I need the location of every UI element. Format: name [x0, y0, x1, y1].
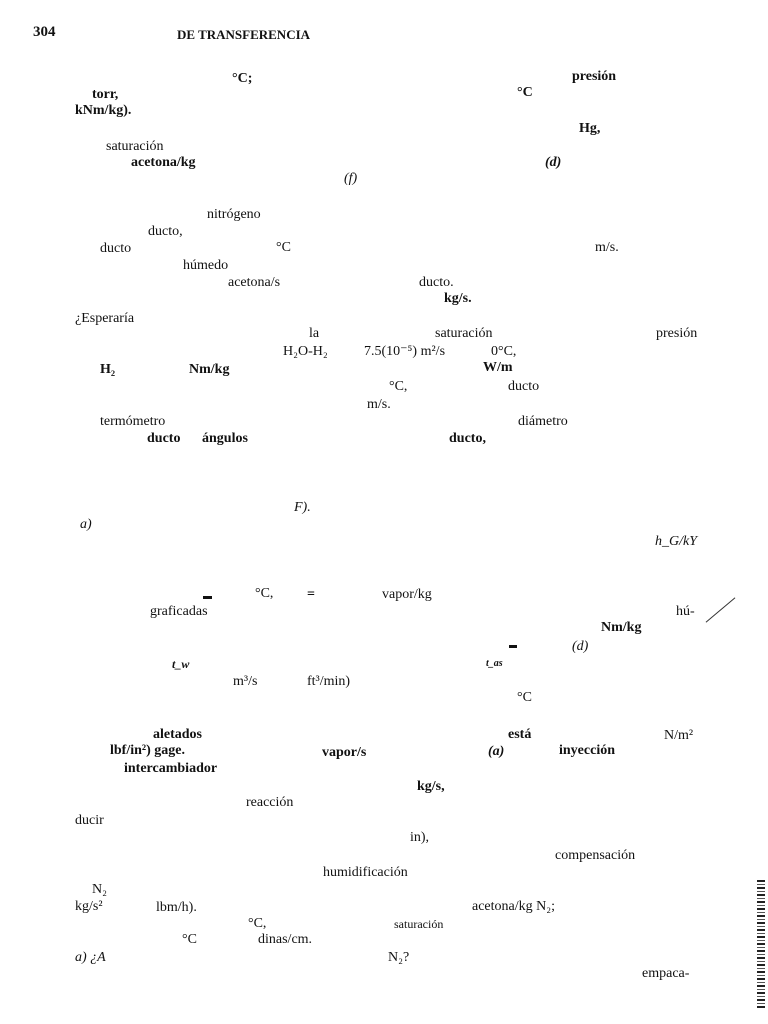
text-fragment: acetona/s [228, 275, 281, 290]
text-fragment: °C, [248, 916, 267, 931]
text-fragment: ducto [100, 241, 132, 256]
text-fragment: °C, [389, 379, 408, 394]
text-fragment: húmedo [183, 258, 229, 273]
text-fragment: diámetro [518, 414, 568, 429]
text-fragment: presión [656, 326, 698, 341]
text-fragment: ¿Esperaría [75, 311, 135, 326]
text-fragment: N/m² [664, 728, 694, 743]
page-number: 304 [33, 24, 56, 40]
text-fragment: saturación [435, 326, 493, 341]
text-fragment: °C [276, 240, 291, 255]
text-fragment: está [508, 727, 532, 742]
dash-mark [203, 596, 212, 599]
text-fragment: acetona/kg N₂; [472, 899, 556, 914]
text-fragment: m³/s [233, 674, 258, 689]
text-fragment: ducto, [449, 431, 486, 446]
pen-mark [706, 597, 736, 622]
text-fragment: = [307, 587, 315, 602]
text-fragment: W/m [483, 360, 513, 375]
text-fragment: ducto [508, 379, 540, 394]
running-title: DE TRANSFERENCIA [177, 27, 311, 42]
text-fragment: ducir [75, 813, 104, 828]
text-fragment: h_G/kY [655, 534, 697, 549]
text-fragment: N₂ [92, 882, 107, 897]
text-fragment: ducto. [419, 275, 454, 290]
text-fragment: (f) [344, 171, 358, 186]
text-fragment: compensación [555, 848, 636, 863]
text-fragment: reacción [246, 795, 294, 810]
text-fragment: torr, [92, 87, 119, 102]
text-fragment: saturación [394, 917, 444, 931]
text-fragment: vapor/kg [382, 587, 432, 602]
text-fragment: Nm/kg [601, 620, 642, 635]
text-fragment: a) ¿A [75, 950, 106, 965]
text-fragment: m/s. [595, 240, 619, 255]
text-fragment: empaca- [642, 966, 690, 981]
text-fragment: dinas/cm. [258, 932, 313, 947]
text-fragment: in), [410, 830, 430, 845]
scan-edge-artifact [757, 880, 765, 1010]
text-fragment: kg/s² [75, 899, 103, 914]
text-fragment: saturación [106, 139, 164, 154]
text-fragment: t_w [172, 657, 190, 671]
text-fragment: la [309, 326, 320, 341]
text-fragment: graficadas [150, 604, 208, 619]
text-fragment: intercambiador [124, 761, 218, 776]
text-fragment: ducto, [148, 224, 183, 239]
text-fragment: hú- [676, 604, 695, 619]
text-fragment: ángulos [202, 431, 248, 446]
text-fragment: 7.5(10⁻⁵) m²/s [364, 344, 446, 359]
text-fragment: °C [182, 932, 197, 947]
text-fragment: °C [517, 690, 532, 705]
text-fragment: °C, [255, 586, 274, 601]
text-fragment: ft³/min) [307, 674, 351, 689]
text-fragment: aletados [153, 727, 202, 742]
text-fragment: lbf/in²) gage. [110, 743, 185, 758]
text-fragment: H₂ [100, 362, 116, 377]
text-fragment: m/s. [367, 397, 391, 412]
text-fragment: acetona/kg [131, 155, 196, 170]
text-fragment: °C; [232, 71, 253, 86]
text-fragment: °C [517, 85, 533, 100]
text-fragment: presión [572, 69, 617, 84]
text-fragment: ducto [147, 431, 181, 446]
text-fragment: t_as [486, 658, 503, 669]
text-fragment: Nm/kg [189, 362, 230, 377]
text-fragment: kNm/kg). [75, 103, 132, 118]
text-fragment: kg/s, [417, 779, 445, 794]
text-fragment: humidificación [323, 865, 408, 880]
text-fragment: 0°C, [491, 344, 517, 359]
text-fragment: inyección [559, 743, 615, 758]
text-fragment: F). [294, 500, 311, 515]
text-fragment: termómetro [100, 414, 166, 429]
text-fragment: (d) [545, 155, 562, 170]
text-fragment: (d) [572, 639, 589, 654]
text-fragment: H₂O-H₂ [283, 344, 328, 359]
dash-mark [509, 645, 517, 648]
text-fragment: nitrógeno [207, 207, 261, 222]
text-fragment: vapor/s [322, 745, 367, 760]
text-fragment: Hg, [579, 121, 601, 136]
text-fragment: kg/s. [444, 291, 472, 306]
text-fragment: a) [80, 517, 92, 532]
text-fragment: (a) [488, 744, 505, 759]
text-fragment: lbm/h). [156, 900, 197, 915]
text-fragment: N₂? [388, 950, 410, 965]
